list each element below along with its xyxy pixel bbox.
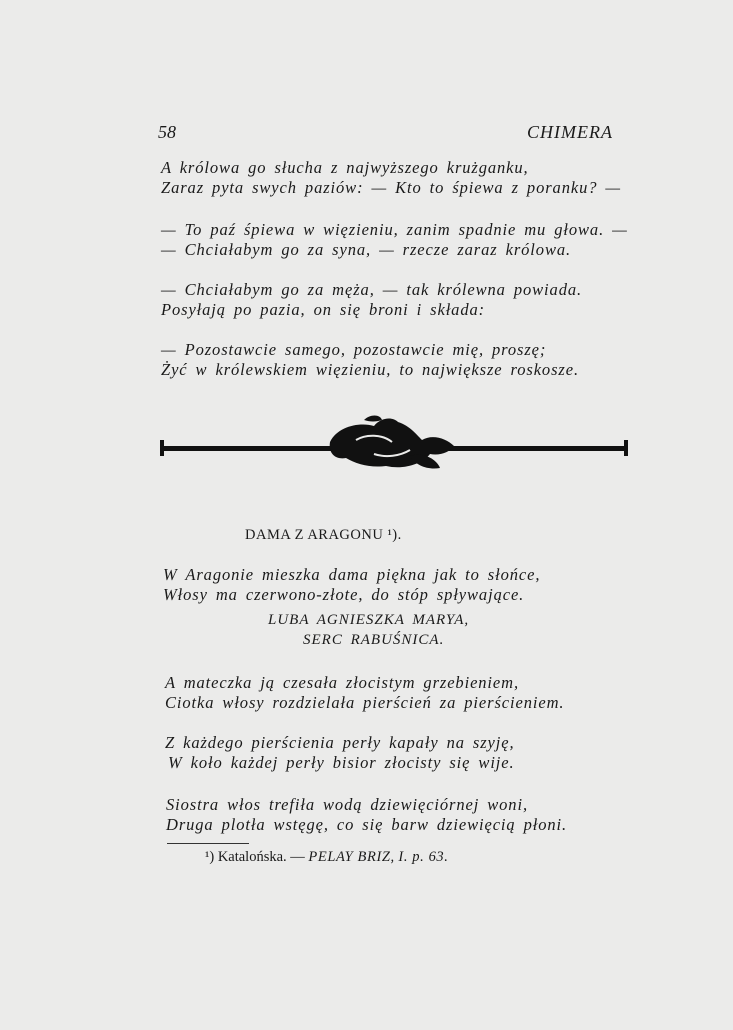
poem-line: — Chciałabym go za męża, — tak królewna powiada. xyxy=(161,280,583,299)
poem-line: Siostra włos trefiła wodą dziewięciórnej woni, xyxy=(166,795,528,814)
poem-line: — Chciałabym go za syna, — rzecze zaraz królowa. xyxy=(161,240,572,259)
refrain-line: SERC RABUŚNICA. xyxy=(303,632,445,648)
poem-line: Z każdego pierścienia perły kapały na szyję, xyxy=(165,733,515,752)
running-title: CHIMERA xyxy=(527,122,613,142)
poem-line: Posyłają po pazia, on się broni i składa: xyxy=(161,300,486,319)
refrain-line: LUBA AGNIESZKA MARYA, xyxy=(268,612,470,628)
footnote-source: PELAY BRIZ, xyxy=(308,849,395,865)
poem-line: A mateczka ją czesała złocistym grzebieniem, xyxy=(165,673,519,692)
poem-line: A królowa go słucha z najwyższego krużganku, xyxy=(161,158,529,177)
poem-line: — Pozostawcie samego, pozostawcie mię, proszę; xyxy=(161,340,547,359)
poem-line: Ciotka włosy rozdzielała pierścień za pierścieniem. xyxy=(165,693,565,712)
poem-line: W koło każdej perły bisior złocisty się wije. xyxy=(168,753,515,772)
poem-line: Żyć w królewskiem więzieniu, to największe roskosze. xyxy=(161,360,579,379)
footnote-text: Katalońska. — xyxy=(217,849,305,865)
poem-line: Zaraz pyta swych paziów: — Kto to śpiewa z poranku? — xyxy=(161,178,621,197)
poem-line: — To paź śpiewa w więzieniu, zanim spadnie mu głowa. — xyxy=(161,220,628,239)
footnote-marker: ¹) xyxy=(205,849,215,865)
footnote-ref: I. p. 63. xyxy=(398,849,449,865)
footnote xyxy=(205,849,449,866)
poem-line: Druga plotła wstęgę, co się barw dziewięcią płoni. xyxy=(166,815,568,834)
page-number: 58 xyxy=(158,122,176,142)
footnote-rule xyxy=(167,843,249,844)
poem-title: DAMA Z ARAGONU ¹). xyxy=(245,527,402,543)
ornamental-rule-icon xyxy=(160,412,628,472)
poem-line: Włosy ma czerwono-złote, do stóp spływające. xyxy=(163,585,525,604)
poem-line: W Aragonie mieszka dama piękna jak to słońce, xyxy=(163,565,541,584)
